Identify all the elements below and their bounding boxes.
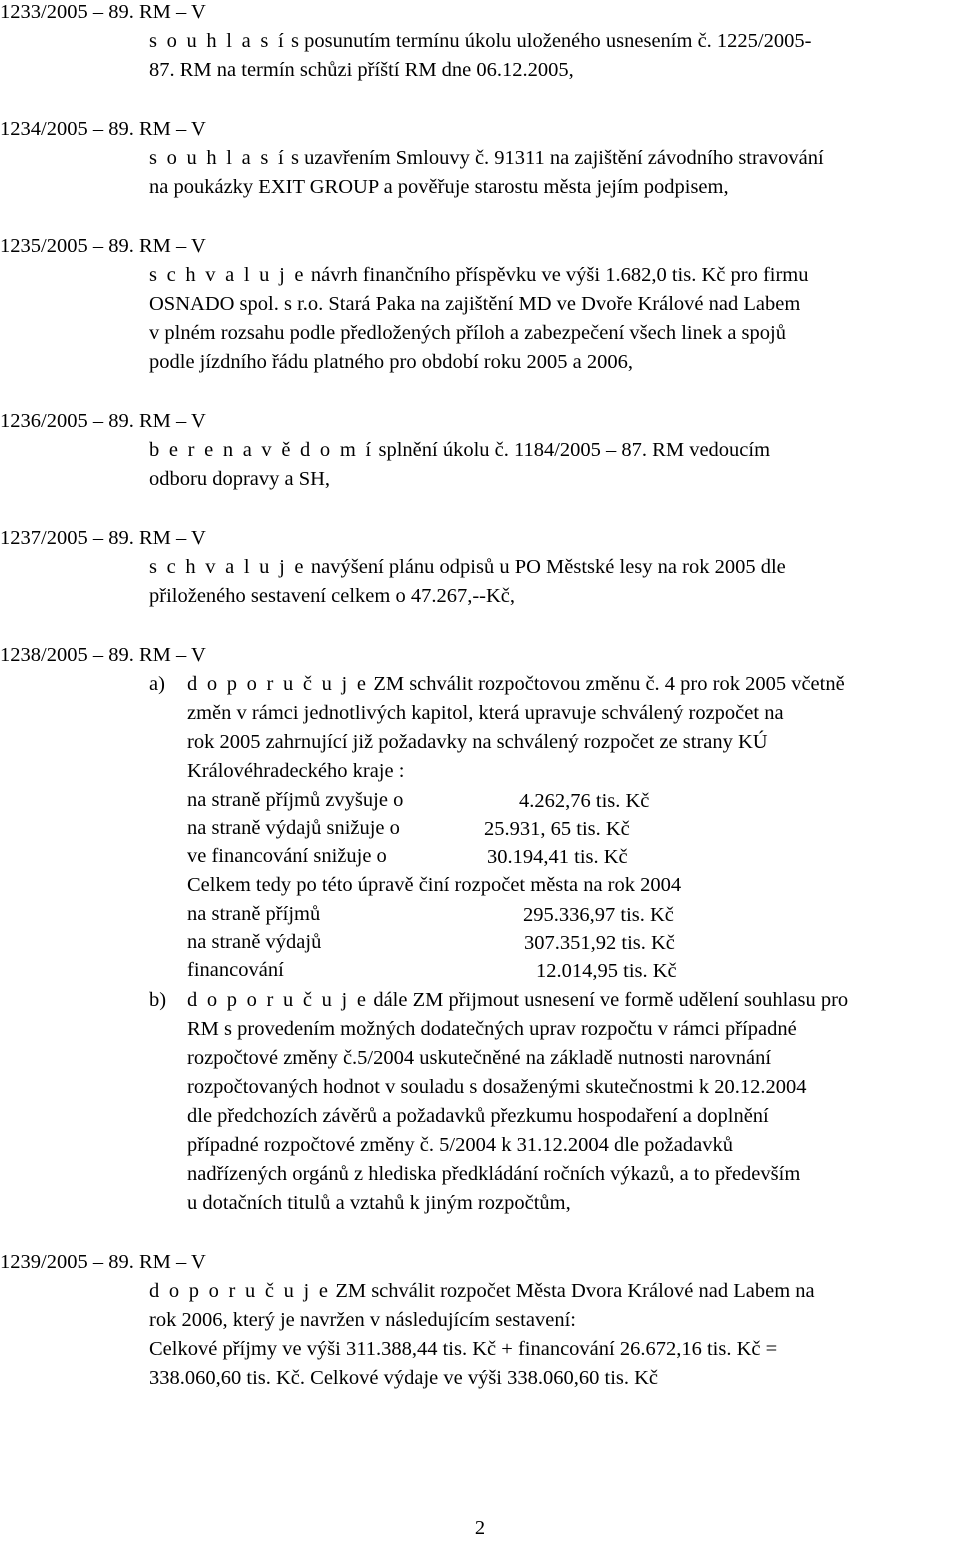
resolution-1239-line-4: 338.060,60 tis. Kč. Celkové výdaje ve výši 338.060,60 tis. Kč bbox=[149, 1367, 659, 1389]
resolution-1238-b-line-6: případné rozpočtové změny č. 5/2004 k 31.12.2004 dle požadavků bbox=[187, 1134, 733, 1156]
resolution-1234-line-2: na poukázky EXIT GROUP a pověřuje starostu města jejím podpisem, bbox=[149, 176, 729, 198]
resolution-1239-header: 1239/2005 – 89. RM – V bbox=[0, 1251, 206, 1273]
resolution-1237-line-2: přiloženého sestavení celkem o 47.267,--Kč, bbox=[149, 585, 516, 607]
item-a-label: a) bbox=[149, 673, 165, 695]
verb-schvaluje: s c h v a l u j e bbox=[149, 264, 306, 286]
budget-row-label: ve financování snižuje o bbox=[187, 845, 387, 867]
resolution-1233-line-1: s o u h l a s í s posunutím termínu úkolu uloženého usnesením č. 1225/2005- bbox=[149, 30, 812, 52]
budget-row-label: na straně výdajů snižuje o bbox=[187, 817, 400, 839]
resolution-1235-line-2: OSNADO spol. s r.o. Stará Paka na zajištění MD ve Dvoře Králové nad Labem bbox=[149, 293, 801, 315]
resolution-1238-b-line-1: d o p o r u č u j e dále ZM přijmout usnesení ve formě udělení souhlasu pro bbox=[187, 989, 849, 1011]
budget-row-value: 295.336,97 tis. Kč bbox=[523, 904, 674, 926]
verb-schvaluje: s c h v a l u j e bbox=[149, 556, 306, 578]
resolution-1238-b-line-3: rozpočtové změny č.5/2004 uskutečněné na základě nutnosti narovnání bbox=[187, 1047, 772, 1069]
resolution-1238-header: 1238/2005 – 89. RM – V bbox=[0, 644, 206, 666]
resolution-1236-header: 1236/2005 – 89. RM – V bbox=[0, 410, 206, 432]
verb-souhlasi: s o u h l a s í bbox=[149, 147, 286, 169]
resolution-1233-line-2: 87. RM na termín schůzi příští RM dne 06.12.2005, bbox=[149, 59, 574, 81]
verb-doporucuje: d o p o r u č u j e bbox=[187, 989, 369, 1011]
resolution-1235-line-1: s c h v a l u j e návrh finančního příspěvku ve výši 1.682,0 tis. Kč pro firmu bbox=[149, 264, 809, 286]
resolution-1238-a-line-3: rok 2005 zahrnující již požadavky na schválený rozpočet ze strany KÚ bbox=[187, 731, 768, 753]
budget-row-label: na straně výdajů bbox=[187, 931, 322, 953]
verb-doporucuje: d o p o r u č u j e bbox=[187, 673, 369, 695]
budget-row-value: 30.194,41 tis. Kč bbox=[487, 846, 628, 868]
resolution-1235-header: 1235/2005 – 89. RM – V bbox=[0, 235, 206, 257]
resolution-1239-line-3: Celkové příjmy ve výši 311.388,44 tis. Kč + financování 26.672,16 tis. Kč = bbox=[149, 1338, 778, 1360]
resolution-1239-line-1: d o p o r u č u j e ZM schválit rozpočet Města Dvora Králové nad Labem na bbox=[149, 1280, 815, 1302]
resolution-1238-a-line-4: Královéhradeckého kraje : bbox=[187, 760, 405, 782]
resolution-1238-a-line-1: d o p o r u č u j e ZM schválit rozpočtovou změnu č. 4 pro rok 2005 včetně bbox=[187, 673, 845, 695]
resolution-1238-a-line-2: změn v rámci jednotlivých kapitol, která upravuje schválený rozpočet na bbox=[187, 702, 784, 724]
budget-row-label: na straně příjmů zvyšuje o bbox=[187, 789, 404, 811]
resolution-1238-b-line-2: RM s provedením možných dodatečných uprav rozpočtu v rámci případné bbox=[187, 1018, 797, 1040]
resolution-1237-line-1: s c h v a l u j e navýšení plánu odpisů u PO Městské lesy na rok 2005 dle bbox=[149, 556, 786, 578]
resolution-1235-line-3: v plném rozsahu podle předložených příloh a zabezpečení všech linek a spojů bbox=[149, 322, 786, 344]
page-number: 2 bbox=[474, 1517, 486, 1539]
resolution-1238-b-line-5: dle předchozích závěrů a požadavků přezkumu hospodaření a doplnění bbox=[187, 1105, 769, 1127]
resolution-1236-line-1: b e r e n a v ě d o m í splnění úkolu č. 1184/2005 – 87. RM vedoucím bbox=[149, 439, 771, 461]
resolution-1233-header: 1233/2005 – 89. RM – V bbox=[0, 1, 206, 23]
budget-summary: Celkem tedy po této úpravě činí rozpočet města na rok 2004 bbox=[187, 874, 682, 896]
verb-doporucuje: d o p o r u č u j e bbox=[149, 1280, 331, 1302]
resolution-1238-b-line-4: rozpočtovaných hodnot v souladu s dosaženými skutečnostmi k 20.12.2004 bbox=[187, 1076, 807, 1098]
budget-row-label: na straně příjmů bbox=[187, 903, 321, 925]
budget-row-value: 12.014,95 tis. Kč bbox=[536, 960, 677, 982]
resolution-1234-line-1: s o u h l a s í s uzavřením Smlouvy č. 91311 na zajištění závodního stravování bbox=[149, 147, 824, 169]
resolution-1235-line-4: podle jízdního řádu platného pro období roku 2005 a 2006, bbox=[149, 351, 633, 373]
resolution-1239-line-2: rok 2006, který je navržen v následujícím sestavení: bbox=[149, 1309, 576, 1331]
budget-row-value: 25.931, 65 tis. Kč bbox=[484, 818, 630, 840]
item-b-label: b) bbox=[149, 989, 167, 1011]
resolution-1236-line-2: odboru dopravy a SH, bbox=[149, 468, 331, 490]
resolution-1238-b-line-8: u dotačních titulů a vztahů k jiným rozpočtům, bbox=[187, 1192, 571, 1214]
verb-souhlasi: s o u h l a s í bbox=[149, 30, 286, 52]
resolution-1234-header: 1234/2005 – 89. RM – V bbox=[0, 118, 206, 140]
verb-bere-na-vedomi: b e r e n a v ě d o m í bbox=[149, 439, 374, 461]
budget-row-value: 4.262,76 tis. Kč bbox=[519, 790, 650, 812]
budget-row-value: 307.351,92 tis. Kč bbox=[524, 932, 675, 954]
budget-row-label: financování bbox=[187, 959, 284, 981]
resolution-1238-b-line-7: nadřízených orgánů z hlediska předkládání ročních výkazů, a to především bbox=[187, 1163, 801, 1185]
resolution-1237-header: 1237/2005 – 89. RM – V bbox=[0, 527, 206, 549]
